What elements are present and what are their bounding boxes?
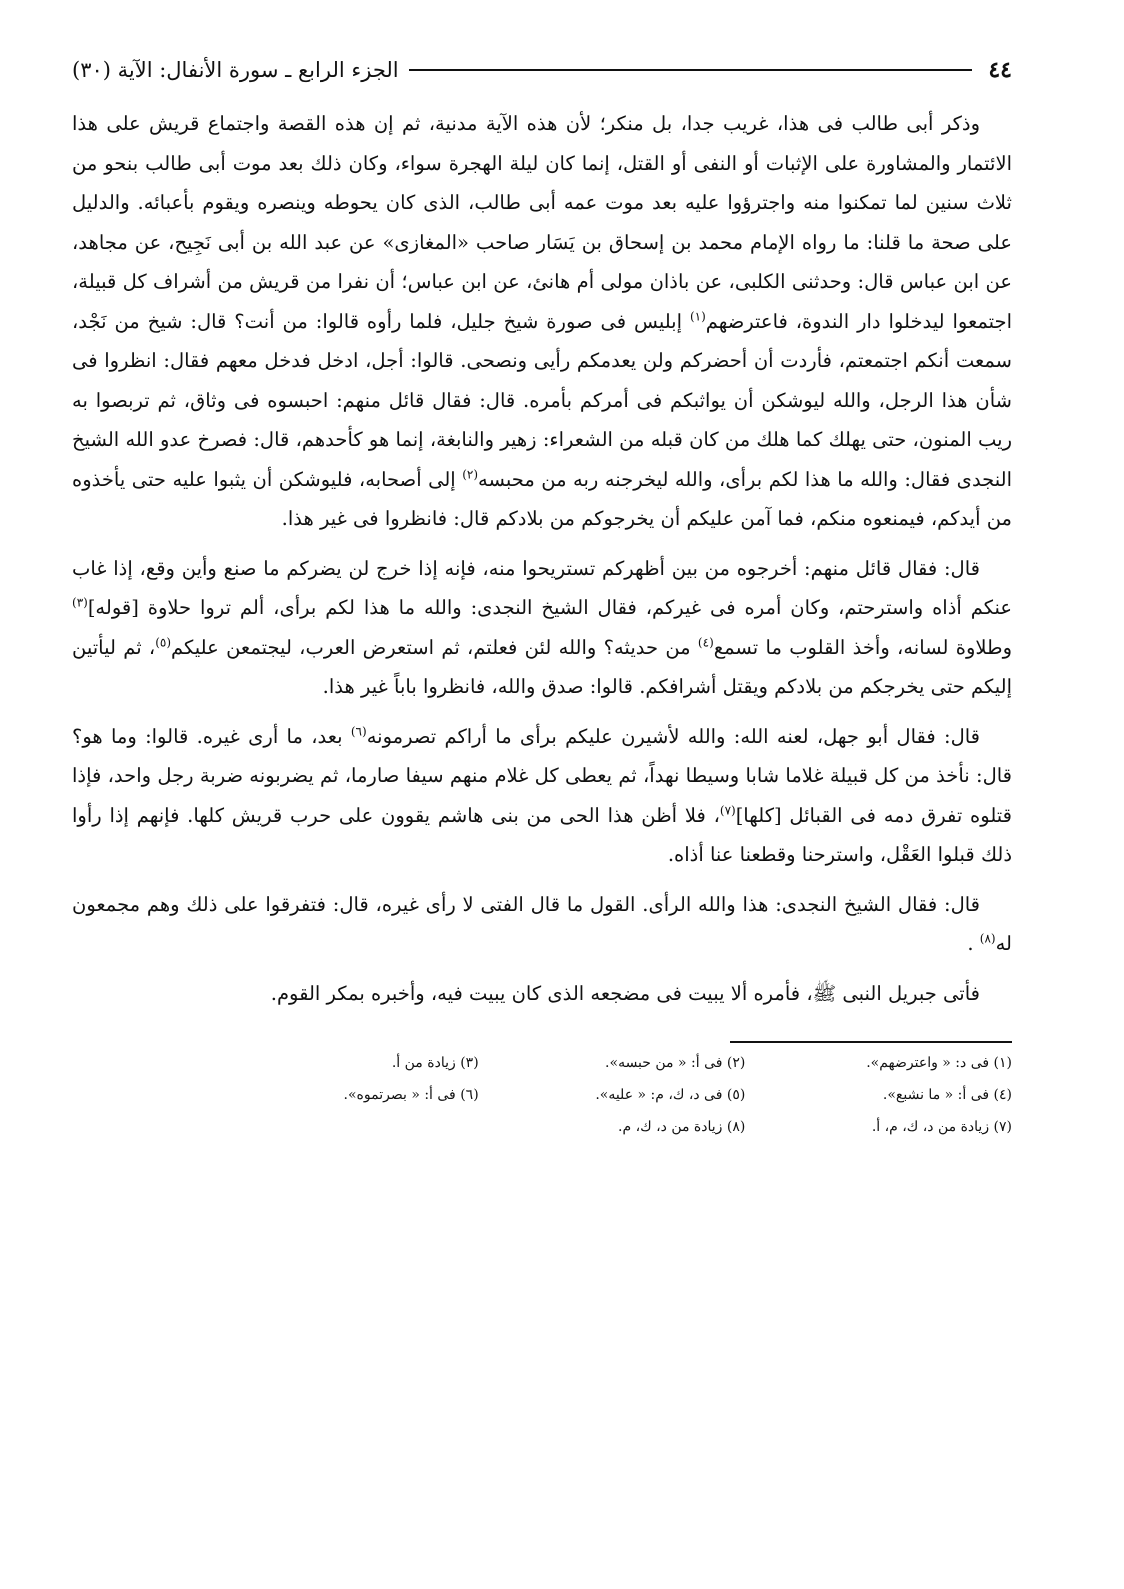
footnote-marker: (٨) — [979, 931, 996, 946]
footnote-3: (٣) زيادة من أ. — [391, 1055, 479, 1071]
footnote-marker: (٣) — [72, 595, 88, 610]
footnote-separator — [730, 1041, 1012, 1043]
footnote-marker: (٦) — [350, 724, 367, 738]
paragraph-text: قال: فقال الشيخ النجدى: هذا والله الرأى. القول ما قال الفتى لا رأى غيره، قال: فتفرقوا على ذلك وهم مجمعون له — [72, 892, 1012, 955]
footnote-7: (٧) زيادة من د، ك، م، أ. — [871, 1119, 1012, 1135]
book-page — [72, 48, 1012, 1548]
paragraph-1 — [72, 104, 1012, 539]
footnote-marker: (٧) — [719, 803, 736, 817]
footnote-4: (٤) فى أ: « ما نشبع». — [882, 1087, 1012, 1103]
footnote-marker: (٥) — [155, 635, 172, 649]
paragraph-text: قال: فقال أبو جهل، لعنه الله: والله لأشيرن عليكم برأى ما أراكم تصرمونه — [366, 724, 980, 748]
paragraph-text: من حديثه؟ والله لئن فعلتم، ثم استعرض العرب، ليجتمعن عليكم — [171, 635, 698, 659]
paragraph-text: بعد، ما أرى غيره. قالوا: وما هو؟ قال: نأخذ من كل قبيلة غلاما شابا وسيطا نهداً، ثم يعطى كل غلام منهم سيفا صارما، ثم يضربونه ضربة رجل واحد، فإذا قتلوه تفرق دمه فى القبائل [كلها] — [72, 724, 1012, 827]
paragraph-text: وطلاوة لسانه، وأخذ القلوب ما تسمع — [713, 635, 1012, 659]
paragraph-text: ، ثم ليأتين إليكم حتى يخرجكم من بلادكم ويقتل أشرافكم. قالوا: صدق والله، فانظروا باباً غير هذا. — [72, 635, 1012, 698]
paragraph-text: إلى أصحابه، فليوشكن أن يثبوا عليه حتى يأخذوه من أيدكم، فيمنعوه منكم، فما آمن عليكم أن يخرجوكم من بلادكم قال: فانظروا فى غير هذا. — [72, 467, 1012, 530]
paragraph-text: قال: فقال قائل منهم: أخرجوه من بين أظهركم تستريحوا منه، فإنه إذا خرج لن يضركم ما صنع وأين وقع، إذا غاب عنكم أذاه واسترحتم، وكان أمره فى غيركم، فقال الشيخ النجدى: والله ما هذا لكم برأى، ألم تروا حلاوة [قوله] — [72, 556, 1012, 619]
body-text — [72, 104, 1012, 1013]
footnote-marker: (٤) — [697, 635, 714, 649]
footnote-6: (٦) فى أ: « بصرتموه». — [343, 1087, 479, 1103]
header-rule — [409, 69, 973, 71]
page-header — [72, 48, 1012, 92]
footnote-5: (٥) فى د، ك، م: « عليه». — [595, 1087, 746, 1103]
paragraph-text: ، فلا أظن هذا الحى من بنى هاشم يقوون على حرب قريش كلها. فإنهم إذا رأوا ذلك قبلوا العَقْل، واسترحنا وقطعنا عنا أذاه. — [72, 803, 1012, 866]
footnote-marker: (٢) — [462, 467, 479, 481]
footnote-8: (٨) زيادة من د، ك، م. — [618, 1119, 746, 1135]
paragraph-2 — [72, 549, 1012, 707]
paragraph-3 — [72, 717, 1012, 875]
paragraph-text: وذكر أبى طالب فى هذا، غريب جدا، بل منكر؛ لأن هذه الآية مدنية، ثم إن هذه القصة واجتماع قريش على هذا الائتمار والمشاورة على الإثبات أو النفى أو القتل، إنما كان ليلة الهجرة سواء، وكان ذلك بعد موت أبى طالب بنحو من ثلاث سنين لما تمكنوا منه واجترؤوا عليه بعد موت عمه أبى طالب، الذى كان يحوطه وينصره ويقوم بأعبائه. والدليل على صحة ما قلنا: ما رواه الإمام محمد بن إسحاق بن يَسَار صاحب «المغازى» عن عبد الله بن أبى نَجِيح، عن مجاهد، عن ابن عباس قال: وحدثنى الكلبى، عن باذان مولى أم هانئ، عن ابن عباس؛ أن نفرا من قريش من أشراف كل قبيلة، اجتمعوا ليدخلوا دار الندوة، فاعترضهم — [72, 112, 1012, 333]
footnotes — [232, 1051, 1012, 1139]
paragraph-text: إبليس فى صورة شيخ جليل، فلما رأوه قالوا: من أنت؟ قال: شيخ من نَجْد، سمعت أنكم اجتمعتم، فأردت أن أحضركم ولن يعدمكم رأيى ونصحى. قالوا: أجل، ادخل فدخل معهم فقال: انظروا فى شأن هذا الرجل، والله ليوشكن أن يواثبكم فى أمركم بأمره. قال: فقال قائل منهم: احبسوه فى وثاق، ثم تربصوا به ريب المنون، حتى يهلك كما هلك من كان قبله من الشعراء: زهير والنابغة، إنما هو كأحدهم، قال: فصرخ عدو الله الشيخ النجدى فقال: والله ما هذا لكم برأى، والله ليخرجنه ربه من محبسه — [72, 309, 1013, 491]
footnote-marker: (١) — [689, 309, 706, 323]
footnote-1: (١) فى د: « واعترضهم». — [866, 1055, 1012, 1071]
running-title: الجزء الرابع ـ سورة الأنفال: الآية (٣٠) — [72, 58, 399, 82]
footnote-2: (٢) فى أ: « من حبسه». — [605, 1055, 746, 1071]
paragraph-5 — [72, 974, 1012, 1014]
paragraph-text: فأتى جبريل النبى ﷺ، فأمره ألا يبيت فى مضجعه الذى كان يبيت فيه، وأخبره بمكر القوم. — [270, 981, 980, 1005]
page-number: ٤٤ — [988, 57, 1012, 83]
paragraph-4 — [72, 885, 1012, 964]
paragraph-text: . — [967, 932, 980, 955]
